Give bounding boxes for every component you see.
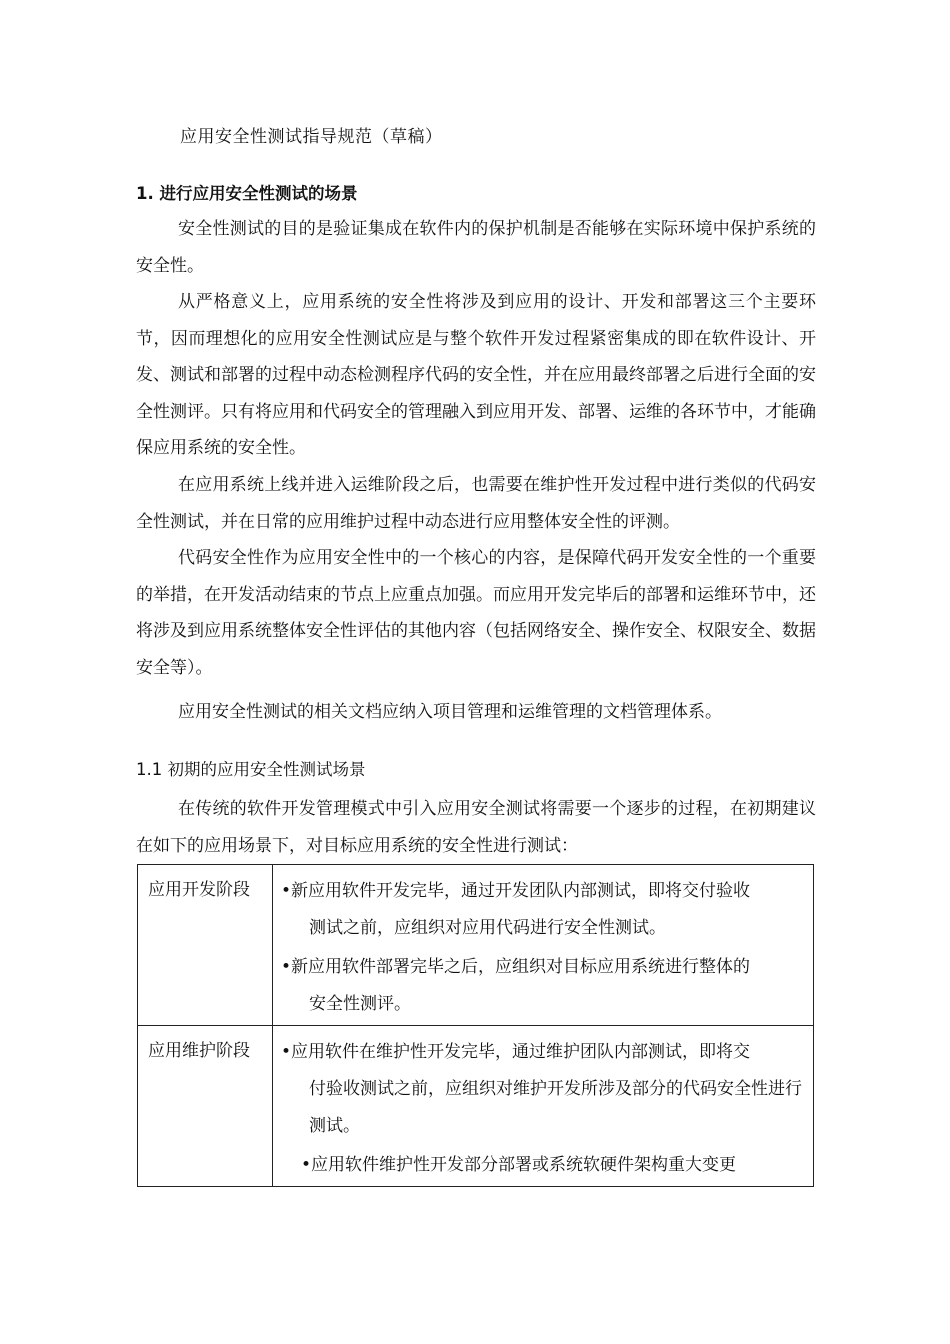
list-item (281, 949, 805, 1023)
table-row (138, 865, 814, 1026)
list-item-continuation: 安全性测评。 (309, 994, 411, 1014)
paragraph-2: 从严格意义上，应用系统的安全性将涉及到应用的设计、开发和部署这三个主要环节，因而理想化的应用安全性测试应是与整个软件开发过程紧密集成的即在软件设计、开发、测试和部署的过程中动态检测程序代码的安全性，并在应用最终部署之后进行全面的安全性测评。只有将应用和代码安全的管理融入到应用开发、部署、运维的各环节中，才能确保应用系统的安全性。 (136, 292, 816, 458)
table-row (138, 1026, 814, 1187)
scenario-table (137, 864, 814, 1187)
list-item-continuation: 测试之前，应组织对应用代码进行安全性测试。 (309, 918, 666, 938)
list-item-text: •新应用软件部署完毕之后，应组织对目标应用系统进行整体的 (281, 957, 751, 977)
list-item-text: •新应用软件开发完毕，通过开发团队内部测试，即将交付验收 (281, 881, 751, 901)
list-item-text: •应用软件在维护性开发完毕，通过维护团队内部测试，即将交 (281, 1042, 751, 1062)
section-heading-1: 1. 进行应用安全性测试的场景 (136, 184, 358, 203)
document-title: 应用安全性测试指导规范（草稿） (180, 127, 443, 147)
paragraph-3: 在应用系统上线并进入运维阶段之后，也需要在维护性开发过程中进行类似的代码安全性测试，并在日常的应用维护过程中动态进行应用整体安全性的评测。 (136, 475, 816, 532)
paragraph-intro: 在传统的软件开发管理模式中引入应用安全测试将需要一个逐步的过程，在初期建议在如下的应用场景下，对目标应用系统的安全性进行测试： (136, 799, 816, 856)
paragraph-5: 应用安全性测试的相关文档应纳入项目管理和运维管理的文档管理体系。 (178, 702, 722, 722)
items-cell (273, 865, 814, 1026)
section-heading-1-1: 1.1 初期的应用安全性测试场景 (136, 760, 366, 779)
paragraph-4: 代码安全性作为应用安全性中的一个核心的内容，是保障代码开发安全性的一个重要的举措，在开发活动结束的节点上应重点加强。而应用开发完毕后的部署和运维环节中，还将涉及到应用系统整体安全性评估的其他内容（包括网络安全、操作安全、权限安全、数据安全等）。 (136, 548, 816, 678)
list-item-continuation: 付验收测试之前，应组织对维护开发所涉及部分的代码安全性进行测试。 (309, 1079, 802, 1136)
list-item (281, 1147, 805, 1184)
phase-cell: 应用开发阶段 (138, 865, 273, 1026)
list-item (281, 873, 805, 947)
items-cell (273, 1026, 814, 1187)
list-item-text: •应用软件维护性开发部分部署或系统软硬件架构重大变更 (301, 1155, 737, 1175)
phase-cell: 应用维护阶段 (138, 1026, 273, 1187)
list-item (281, 1034, 805, 1145)
paragraph-1: 安全性测试的目的是验证集成在软件内的保护机制是否能够在实际环境中保护系统的安全性。 (136, 219, 816, 276)
